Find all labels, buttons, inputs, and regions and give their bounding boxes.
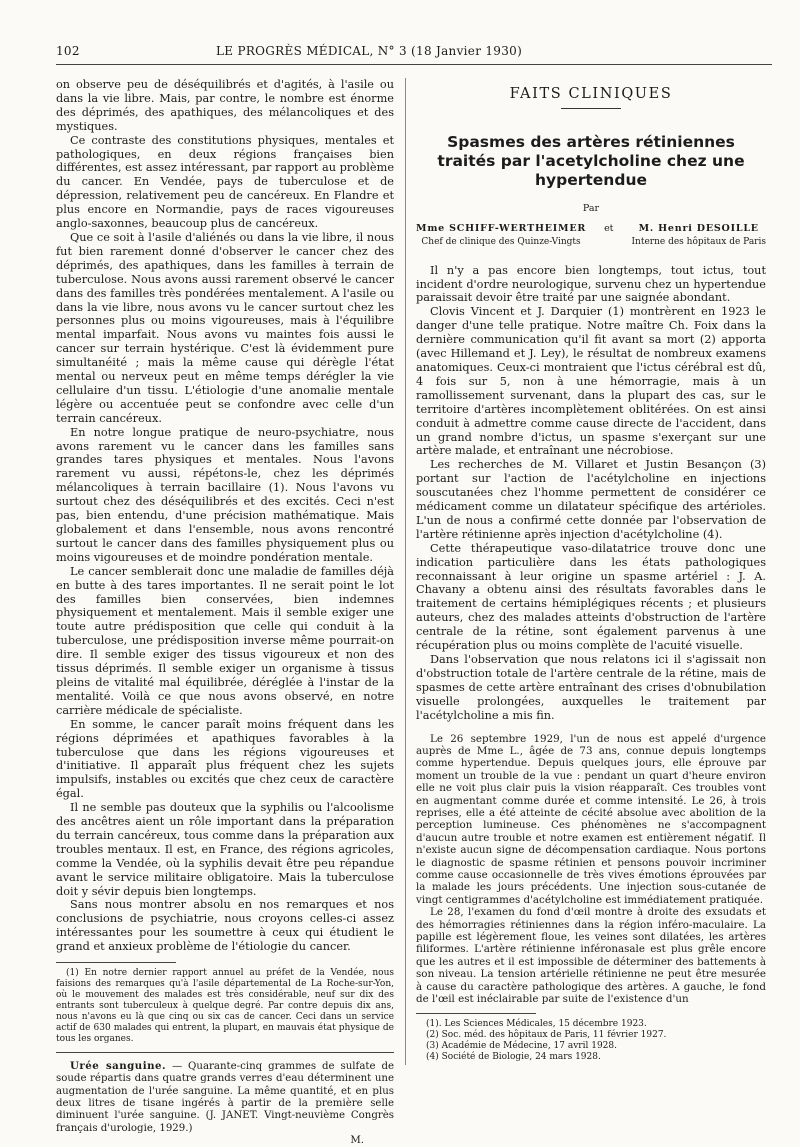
left-paragraph: Sans nous montrer absolu en nos remarques et nos conclusions de psychiatrie, nous croyons celles-ci assez intéressantes pour les soumettre à ceux qui étudient le grand et anxieux problème de l'étiologie du cancer.: [56, 898, 394, 954]
section-rule: [56, 1052, 394, 1053]
author-2-affiliation: Interne des hôpitaux de Paris: [631, 236, 766, 247]
note-text: — Quarante-cinq grammes de sulfate de soude répartis dans quatre grands verres d'eau déterminent une augmentation de l'urée sanguine. La même quantité, et en plus deux litres de tisane ingérés à partir de la première selle diminuent l'urée sanguine. (J. JANET. Vingt-neuvième Congrès français d'urologie, 1929.): [56, 1061, 394, 1134]
article-paragraph: Il n'y a pas encore bien longtemps, tout ictus, tout incident d'ordre neurologique, survenu chez un hypertendue paraissait devoir être traité par une saignée abondant.: [416, 263, 766, 305]
article-paragraph: Cette thérapeutique vaso-dilatatrice trouve donc une indication particulière dans les états pathologiques reconnaissant à leur origine un spasme artériel : J. A. Chavany a obtenu ainsi des résultats favorables dans le traitement de certains hémiplégiques récents ; et plusieurs auteurs, chez des malades atteints d'obstruction de l'artère centrale de la rétine, sont également parvenus à une récupération plus ou moins complète de l'acuité visuelle.: [416, 541, 766, 653]
author-2: [632, 222, 766, 250]
right-footnotes: [416, 1019, 766, 1063]
left-paragraph: Le cancer semblerait donc une maladie de familles déjà en butte à des tares importantes. Il ne serait point le lot des familles bien conservées, bien indemnes physiquement et mentalement. Mais il semble exiger une toute autre prédisposition que celle qui conduit à la tuberculose, une prédisposition inverse même pourrait-on dire. Il semble exiger des tissus vigoureux et non des tissus déprimés. Il semble exiger un organisme à tissus pleins de vitalité mal équilibrée, déréglée à l'instar de la mentalité. Voilà ce que nous avons observé, en notre carrière médicale de spécialiste.: [56, 564, 394, 717]
footnote: (4) Société de Biologie, 24 mars 1928.: [426, 1052, 601, 1063]
left-column: [56, 78, 394, 1146]
case-paragraph: Le 28, l'examen du fond d'œil montre à droite des exsudats et des hémorragies rétiniennes dans la région inféro-maculaire. La papille est légèrement floue, les veines sont dilatées, les artères filiformes. L'artère rétinienne inféronasale est plus grêle encore que les autres et il est impossible de déterminer des battements à son niveau. La tension artérielle rétinienne ne peut être mesurée à cause du caractère pathologique des artères. A gauche, le fond de l'œil est inéclairable par suite de l'existence d'un: [416, 906, 766, 1006]
article-paragraph: Les recherches de M. Villaret et Justin Besançon (3) portant sur l'action de l'acétylcholine en injections souscutanées chez l'homme permettent de considérer ce médicament comme un dilatateur spécifique des artérioles. L'un de nous a confirmé cette donnée par l'observation de l'artère rétinienne après injection d'acétylcholine (4).: [416, 458, 766, 541]
author-1: [416, 222, 586, 250]
author-1-affiliation: Chef de clinique des Quinze-Vingts: [421, 236, 581, 247]
footnote: (1). Les Sciences Médicales, 15 décembre 1923.: [426, 1019, 647, 1030]
left-paragraph: on observe peu de déséquilibrés et d'agités, à l'asile ou dans la vie libre. Mais, par contre, le nombre est énorme des déprimés, des apathiques, des mélancoliques et des mystiques.: [56, 78, 394, 133]
left-paragraph: Il ne semble pas douteux que la syphilis ou l'alcoolisme des ancêtres aient un rôle important dans la préparation du terrain cancéreux, tous comme dans la préparation aux troubles mentaux. Il est, en France, des régions agricoles, comme la Vendée, où la syphilis devait être peu répandue avant le service militaire obligatoire. Mais la tuberculose doit y sévir depuis bien longtemps.: [56, 801, 394, 898]
case-report: [416, 733, 766, 1006]
right-column: [416, 78, 766, 1065]
left-paragraph: En somme, le cancer paraît moins fréquent dans les régions déprimées et apathiques favorables à la tuberculose que dans les régions vigoureuses et d'initiative. Il apparaît plus fréquent chez les sujets impulsifs, instables ou excités que chez ceux de caractère égal.: [56, 717, 394, 801]
footnote: (3) Académie de Médecine, 17 avril 1928.: [426, 1041, 617, 1052]
note-signature: M.: [350, 1134, 364, 1146]
column-divider: [405, 78, 406, 1065]
note-lead: Urée sanguine.: [70, 1060, 167, 1073]
author-conjunction: et: [604, 222, 614, 234]
case-paragraph: Le 26 septembre 1929, l'un de nous est appelé d'urgence auprès de Mme L., âgée de 73 ans, connue depuis longtemps comme hypertendue. Depuis quelques jours, elle éprouve par moment un trouble de la vue : pendant un quart d'heure environ elle ne voit plus clair puis la vision réapparaît. Ces troubles vont en augmentant comme durée et comme intensité. Le 26, à trois reprises, elle a été atteinte de cécité absolue avec abolition de la perception lumineuse. Ces phénomènes ne s'accompagnent d'aucun autre trouble et notre examen est entièrement négatif. Il n'existe aucun signe de décompensation cardiaque. Nous portons le diagnostic de spasme rétinien et pensons pouvoir incriminer comme cause occasionnelle de très vives émotions éprouvées par la malade les jours précédents. Une injection sous-cutanée de vingt centigrammes d'acétylcholine est immédiatement pratiquée.: [416, 732, 766, 906]
footnote-separator: [416, 1013, 536, 1014]
left-footnotes: [56, 968, 394, 1045]
header-rule: [56, 64, 772, 65]
footnote-separator: [56, 962, 176, 963]
footnote: (2) Soc. méd. des hôpitaux de Paris, 11 février 1927.: [426, 1030, 667, 1041]
section-heading-rule: [561, 108, 621, 109]
article-title: Spasmes des artères rétiniennes traités par l'acetylcholine chez une hypertendue: [437, 132, 745, 189]
article-body: [416, 264, 766, 723]
left-paragraph: En notre longue pratique de neuro-psychiatre, nous avons rarement vu le cancer dans les familles sans grandes tares physiques et mentales. Nous l'avons rarement vu aussi, répétons-le, chez les déprimés mélancoliques à terrain bacillaire (1). Nous l'avons vu surtout chez des déséquilibrés et des excités. Ceci n'est pas, bien entendu, d'une précision mathématique. Mais globalement et dans l'ensemble, nous avons rencontré surtout le cancer dans des familles physiquement plus ou moins vigoureuses et de moindre pondération mentale.: [56, 425, 394, 564]
byline: Par: [582, 202, 600, 214]
section-heading: FAITS CLINIQUES: [509, 86, 673, 102]
uree-sanguine-note: [56, 1060, 394, 1147]
footnote: (1) En notre dernier rapport annuel au préfet de la Vendée, nous faisions des remarques qu'à l'asile départemental de La Roche-sur-Yon, où le mouvement des malades est très considérable, neuf sur dix des entrants sont tuberculeux à quelque degré. Par contre depuis dix ans, nous n'avons eu là que cinq ou six cas de cancer. Ceci dans un service actif de 630 malades qui entrent, la plupart, en mauvais état physique de tous les organes.: [56, 968, 394, 1045]
left-paragraph: Ce contraste des constitutions physiques, mentales et pathologiques, en deux régions françaises bien différentes, est assez intéressant, par rapport au problème du cancer. En Vendée, pays de tuberculose et de dépression, relativement peu de cancéreux. En Flandre et plus encore en Normandie, pays de races vigoureuses anglo-saxonnes, beaucoup plus de cancéreux.: [56, 133, 394, 231]
author-2-name: M. Henri DESOILLE: [638, 222, 759, 234]
article-paragraph: Clovis Vincent et J. Darquier (1) montrèrent en 1923 le danger d'une telle pratique. Notre maître Ch. Foix dans la dernière communication qu'il fit avant sa mort (2) apporta (avec Hillemand et J. Ley), le résultat de nombreux examens anatomiques. Ceux-ci montraient que l'ictus cérébral est dû, 4 fois sur 5, non à une hémorragie, mais à un ramollissement survenant, dans la plupart des cas, sur le territoire d'artères incomplètement oblitérées. On est ainsi conduit à admettre comme cause directe de l'accident, dans un grand nombre d'ictus, un spasme s'exerçant sur une artère malade, et entraînant une nécrobiose.: [416, 305, 766, 458]
article-paragraph: Dans l'observation que nous relatons ici il s'agissait non d'obstruction totale de l'artère centrale de la rétine, mais de spasmes de cette artère entraînant des crises d'obnubilation visuelle prolongées, auxquelles le traitement par l'acétylcholine a mis fin.: [416, 653, 766, 722]
authors: [416, 222, 766, 250]
page-number: 102: [56, 44, 80, 58]
left-paragraph: Que ce soit à l'asile d'aliénés ou dans la vie libre, il nous fut bien rarement donné d'observer le cancer chez des déprimés, des apathiques, dans les familles à terrain de tuberculose. Nous avons aussi rarement observé le cancer dans des familles très pondérées mentalement. A l'asile ou dans la vie libre, nous avons vu le cancer surtout chez les personnes plus ou moins vigoureuses, mais à l'équilibre mental imparfait. Nous avons vu maintes fois aussi le cancer sur terrain hystérique. C'est là évidemment pure simultanéité ; mais la même cause qui dérègle l'état mental ou nerveux peut en même temps dérégler la vie cellulaire d'un tissu. L'étiologie d'une anomalie mentale légère ou accentuée peut se confondre avec celle d'un terrain cancéreux.: [56, 230, 394, 425]
author-1-name: Mme SCHIFF-WERTHEIMER: [416, 222, 587, 234]
running-title: LE PROGRÈS MÉDICAL, N° 3 (18 Janvier 1930): [216, 44, 523, 58]
